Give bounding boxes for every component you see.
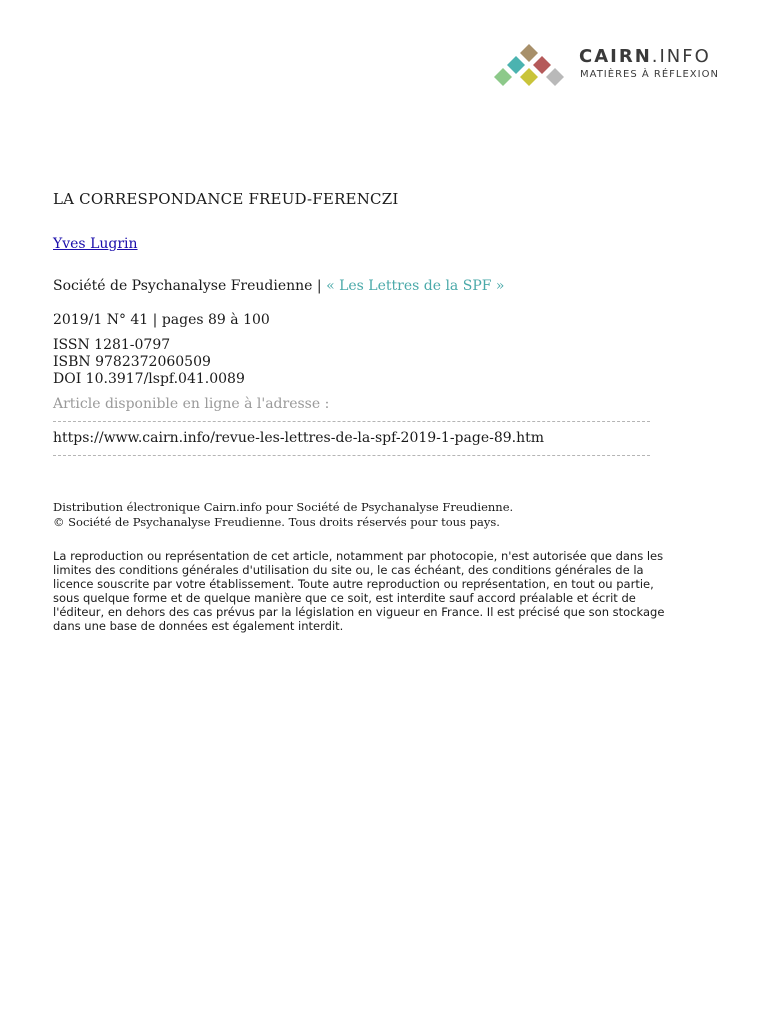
- author-link[interactable]: Yves Lugrin: [53, 236, 138, 252]
- issn: ISSN 1281-0797: [53, 337, 171, 353]
- legal-notice: [53, 549, 723, 633]
- legal-line: l'éditeur, en dehors des cas prévus par la législation en vigueur en France. Il est précisé que son stockage: [53, 605, 665, 619]
- copyright-text: © Société de Psychanalyse Freudienne. Tous droits réservés pour tous pays.: [53, 515, 500, 529]
- divider-bottom: [53, 455, 650, 456]
- journal-link[interactable]: « Les Lettres de la SPF »: [326, 278, 505, 294]
- legal-line: licence souscrite par votre établissement. Toute autre reproduction ou représentation, en tout ou partie,: [53, 577, 654, 591]
- cairn-logo[interactable]: [486, 40, 726, 92]
- brand-tagline: MATIÈRES À RÉFLEXION: [580, 69, 719, 80]
- brand-name: CAIRN.INFO: [579, 46, 711, 67]
- issue-info: 2019/1 N° 41 | pages 89 à 100: [53, 312, 270, 328]
- distribution-notice: [53, 500, 513, 530]
- isbn: ISBN 9782372060509: [53, 354, 211, 370]
- publisher-line: [53, 278, 504, 294]
- divider-top: [53, 421, 650, 422]
- available-online-label: Article disponible en ligne à l'adresse :: [53, 396, 330, 412]
- cairn-diamond-logo-icon: [486, 40, 572, 92]
- legal-line: La reproduction ou représentation de cet article, notamment par photocopie, n'est autorisée que dans les: [53, 549, 664, 563]
- article-title: LA CORRESPONDANCE FREUD-FERENCZI: [53, 190, 399, 208]
- legal-line: sous quelque forme et de quelque manière que ce soit, est interdite sauf accord préalable et écrit de: [53, 591, 636, 605]
- doi: DOI 10.3917/lspf.041.0089: [53, 371, 245, 387]
- legal-line: dans une base de données est également interdit.: [53, 619, 344, 633]
- publisher-name: Société de Psychanalyse Freudienne: [53, 278, 313, 294]
- legal-line: limites des conditions générales d'utilisation du site ou, le cas échéant, des conditions générales de la: [53, 563, 644, 577]
- separator: |: [312, 278, 327, 294]
- distribution-text: Distribution électronique Cairn.info pour Société de Psychanalyse Freudienne.: [53, 500, 514, 514]
- identifiers: [53, 337, 245, 388]
- article-url[interactable]: https://www.cairn.info/revue-les-lettres-de-la-spf-2019-1-page-89.htm: [53, 430, 545, 446]
